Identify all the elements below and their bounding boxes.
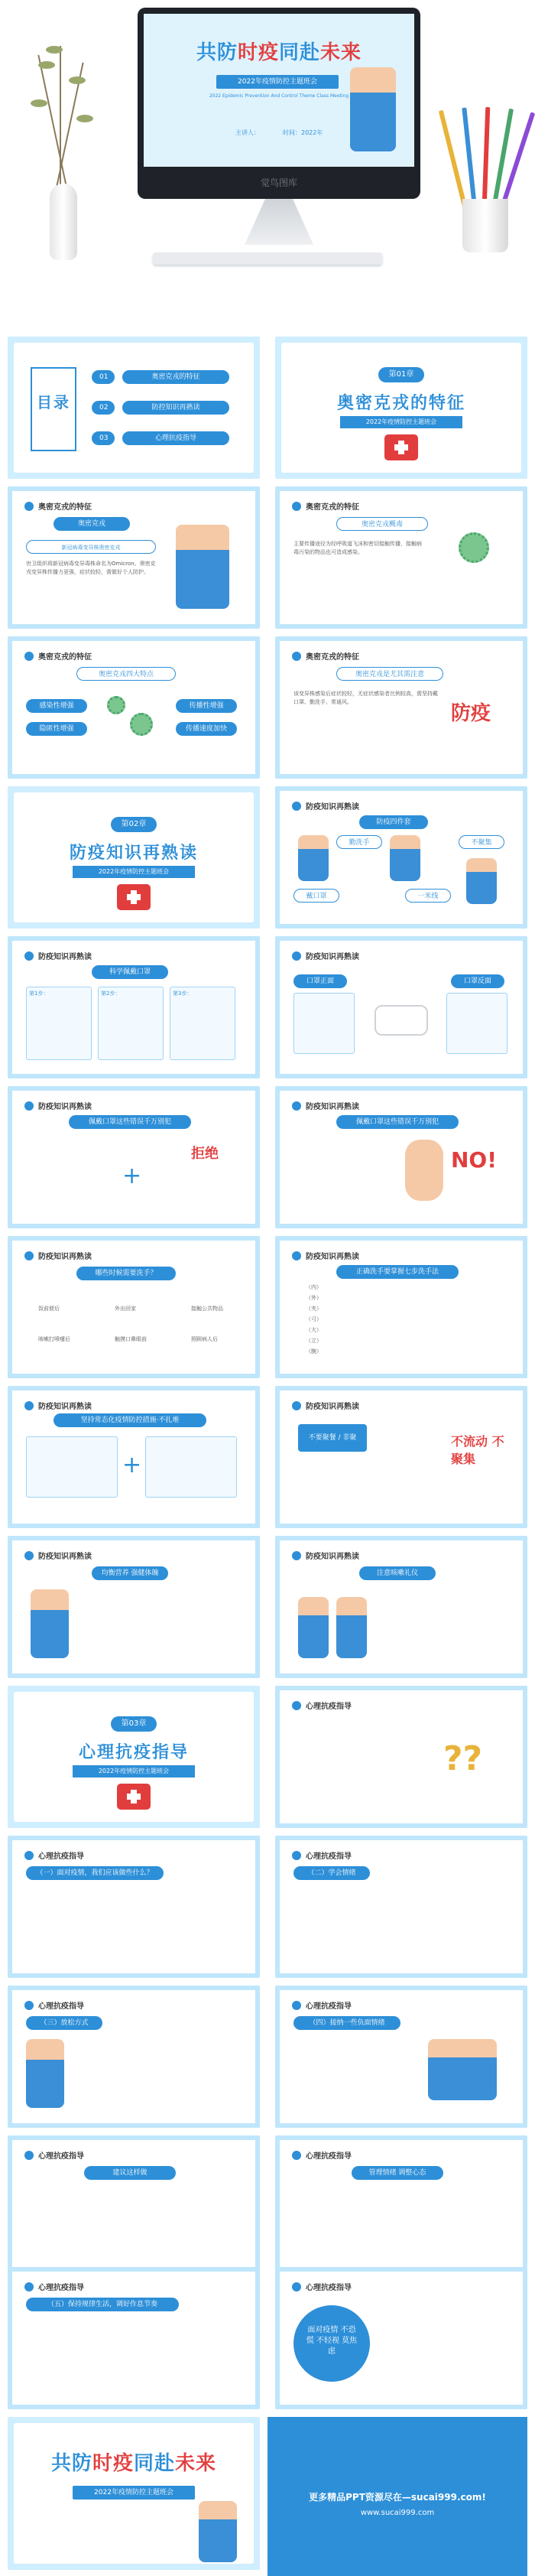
toc-item-3[interactable]: 心理抗疫指导 <box>122 431 229 445</box>
slide-header: 防疫知识再熟读 <box>292 1400 359 1411</box>
slide-header: 防疫知识再熟读 <box>24 950 92 961</box>
when-item-2: 外出回家 <box>115 1306 136 1312</box>
slide-header: 奥密克戎的特征 <box>292 500 359 512</box>
section-pill: 奥密克戎是尤其需注意 <box>336 667 443 681</box>
mask-icon <box>374 1005 428 1036</box>
cover-subtitle: 2022 Epidemic Prevention And Control Theme Class Meeting <box>209 93 349 99</box>
slide-header: 防疫知识再熟读 <box>24 1100 92 1111</box>
student-illustration <box>26 2039 64 2108</box>
slide-no-crowd <box>8 1386 260 1528</box>
section-pill: 奥密克戎 <box>54 517 130 531</box>
monitor-stand <box>245 199 313 245</box>
keyboard <box>153 252 382 265</box>
kit-item-1: 勤洗手 <box>336 835 382 849</box>
label-front: 口罩正面 <box>293 974 347 988</box>
family-illustration <box>428 2039 497 2100</box>
slide-header: 防疫知识再熟读 <box>292 800 359 812</box>
slide-header: 心理抗疫指导 <box>292 1849 352 1861</box>
section-pill: 佩戴口罩这些错误千万别犯 <box>336 1115 459 1129</box>
student-illustration <box>390 835 420 881</box>
section-pill: 科学佩戴口罩 <box>92 965 168 979</box>
cover-title: 共防时疫同赴未来 <box>196 41 362 64</box>
footer-banner <box>268 2417 527 2576</box>
slide-header: 防疫知识再熟读 <box>292 950 359 961</box>
feature-1: 感染性增强 <box>26 699 87 713</box>
slide-mask-sides <box>275 936 527 1078</box>
label-back: 口罩反面 <box>451 974 504 988</box>
cover-badge: 2022年疫情防控主题班会 <box>216 75 339 89</box>
slide-mask-errors-1 <box>8 1086 260 1228</box>
slide-header: 心理抗疫指导 <box>292 2281 352 2292</box>
virus-icon <box>107 696 125 714</box>
feature-4: 传播速度加快 <box>176 722 237 736</box>
section-pill: 奥密克戎四大特点 <box>76 667 176 681</box>
plus-icon: + <box>122 1163 142 1189</box>
body-text: 主要传播途径为经呼吸道飞沫和密切接触传播，接触病毒污染的物品也可造成感染。 <box>293 541 422 555</box>
virus-icon <box>130 713 153 736</box>
step-2: （外） <box>306 1295 322 1301</box>
closing-title: 共防时疫同赴未来 <box>50 2452 217 2475</box>
slide-toc <box>8 337 260 479</box>
slide-chapter-1 <box>275 337 527 479</box>
doctor-illustration <box>350 67 396 151</box>
slide-closing <box>8 2417 260 2570</box>
section-pill: （四）接纳一些负面情绪 <box>293 2016 400 2030</box>
slide-header: 防疫知识再熟读 <box>24 1250 92 1261</box>
slide-omicron-1 <box>8 486 260 629</box>
doctor-illustration <box>199 2501 237 2562</box>
back-box <box>446 993 507 1054</box>
slide-header: 防疫知识再熟读 <box>24 1550 92 1561</box>
slide-psych-5 <box>275 1986 527 2128</box>
slide-mask-steps <box>8 936 260 1078</box>
slide-psych-4 <box>8 1986 260 2128</box>
section-pill: （一）面对疫情，我们应该做些什么？ <box>26 1866 164 1880</box>
art-text: 拒绝 <box>191 1146 219 1162</box>
slide-no-gathering <box>275 1386 527 1528</box>
slide-nutrition <box>8 1536 260 1678</box>
body-text: 该变异株感染后症状较轻，无症状感染者比例较高，需坚持戴口罩、勤洗手、常通风。 <box>293 691 438 705</box>
slide-header: 心理抗疫指导 <box>24 1999 84 2011</box>
section-pill: 哪些时候需要洗手？ <box>76 1267 176 1280</box>
step-label-3: 第3步： <box>173 990 193 997</box>
step-4: （弓） <box>306 1316 322 1322</box>
slide-header: 奥密克戎的特征 <box>24 650 92 662</box>
slide-header: 防疫知识再熟读 <box>24 1400 92 1411</box>
step-6: （立） <box>306 1338 322 1344</box>
chapter-3-number: 第03章 <box>111 1716 157 1732</box>
chapter-2-number: 第02章 <box>111 817 157 832</box>
medkit-icon <box>384 434 418 460</box>
slide-chapter-3 <box>8 1686 260 1828</box>
section-pill: 佩戴口罩这些错误千万别犯 <box>69 1115 191 1129</box>
chapter-2-banner: 2022年疫情防控主题班会 <box>73 866 195 878</box>
student-illustration <box>31 1589 69 1658</box>
section-pill: 注意咳嗽礼仪 <box>359 1566 436 1580</box>
art-text: 不流动 不聚集 <box>451 1434 504 1466</box>
footer-line-2[interactable]: www.sucai999.com <box>360 2509 435 2517</box>
slide-header: 心理抗疫指导 <box>292 1999 352 2011</box>
slide-header: 心理抗疫指导 <box>292 1699 352 1711</box>
slide-header: 奥密克戎的特征 <box>292 650 359 662</box>
student-illustration <box>466 858 497 904</box>
slide-prevention-kit <box>275 786 527 929</box>
measure-box-1 <box>26 1436 118 1498</box>
slide-psych-6 <box>8 2135 260 2278</box>
when-item-3: 接触公共物品 <box>191 1306 223 1312</box>
slide-header: 奥密克戎的特征 <box>24 500 92 512</box>
when-item-6: 照顾病人后 <box>191 1336 218 1342</box>
monitor <box>138 8 420 199</box>
info-box: 不要聚餐 / 非聚集 <box>298 1424 367 1452</box>
slide-chapter-2 <box>8 786 260 929</box>
feature-2: 传播性增强 <box>176 699 237 713</box>
feature-3: 隐匿性增强 <box>26 722 87 736</box>
slide-seven-step <box>275 1236 527 1378</box>
slide-omicron-4 <box>275 636 527 779</box>
section-pill: 奥密克戎概毒 <box>336 517 428 531</box>
slide-omicron-3 <box>8 636 260 779</box>
section-pill: （三）放松方式 <box>26 2016 102 2030</box>
student-illustration <box>336 1597 367 1658</box>
art-text: 防疫 <box>451 702 491 725</box>
section-pill: 正确洗手要掌握七步洗手法 <box>336 1265 459 1279</box>
medkit-icon <box>117 884 151 910</box>
step-label-1: 第1步： <box>29 990 49 997</box>
section-pill: （五）保持规律生活，调好作息节奏 <box>26 2298 179 2311</box>
student-illustration <box>298 1597 329 1658</box>
slide-psych-9 <box>275 2267 527 2409</box>
step-3: （夹） <box>306 1306 322 1312</box>
doctor-illustration <box>176 525 229 609</box>
hand-icon <box>405 1140 443 1201</box>
vase-decoration <box>15 31 107 260</box>
section-pill: （二）学会情绪 <box>293 1866 370 1880</box>
toc-item-2[interactable]: 防控知识再熟读 <box>122 401 229 415</box>
cover-meta: 主讲人： 时间：2022年 <box>235 129 323 136</box>
footer-line-1[interactable]: 更多精品PPT资源尽在—sucai999.com! <box>309 2492 486 2503</box>
step-1: （内） <box>306 1284 322 1290</box>
chapter-1-number: 第01章 <box>378 367 424 382</box>
slide-omicron-2 <box>275 486 527 629</box>
chapter-2-title: 防疫知识再熟读 <box>69 844 198 863</box>
toc-num-3: 03 <box>92 431 115 445</box>
slide-mask-errors-2 <box>275 1086 527 1228</box>
slide-header: 心理抗疫指导 <box>24 1849 84 1861</box>
medkit-icon <box>117 1784 151 1810</box>
chapter-3-banner: 2022年疫情防控主题班会 <box>73 1765 195 1778</box>
chapter-1-banner: 2022年疫情防控主题班会 <box>340 416 462 428</box>
chapter-1-title: 奥密克戎的特征 <box>336 394 465 413</box>
slide-header: 防疫知识再熟读 <box>292 1250 359 1261</box>
toc-num-2: 02 <box>92 401 115 415</box>
slide-header: 心理抗疫指导 <box>292 2149 352 2161</box>
kit-item-4: 一米线 <box>405 889 451 903</box>
student-illustration <box>298 835 329 881</box>
slide-header: 心理抗疫指导 <box>24 2149 84 2161</box>
when-item-5: 触摸口鼻眼前 <box>115 1336 147 1342</box>
slide-cough-etiquette <box>275 1536 527 1678</box>
slide-psych-1 <box>275 1686 527 1828</box>
pencil-cup <box>451 99 520 252</box>
when-item-4: 咳嗽打喷嚏后 <box>38 1336 70 1342</box>
monitor-brand: 觉鸟图库 <box>260 177 297 188</box>
art-text: NO! <box>451 1147 498 1173</box>
toc-num-1: 01 <box>92 370 115 384</box>
question-icon: ?? <box>443 1739 483 1778</box>
when-item-1: 饭前便后 <box>38 1306 60 1312</box>
section-pill: 坚持常态化疫情防控措施·不扎堆 <box>54 1413 206 1427</box>
slide-handwash-when <box>8 1236 260 1378</box>
cover-slide <box>144 14 414 167</box>
section-pill: 管理情绪 调整心态 <box>352 2166 443 2180</box>
hero-mockup <box>0 0 535 329</box>
toc-label: 目录 <box>37 393 70 411</box>
kit-item-3: 戴口罩 <box>293 889 339 903</box>
slide-header: 防疫知识再熟读 <box>292 1550 359 1561</box>
front-box <box>293 993 355 1054</box>
slide-header: 心理抗疫指导 <box>24 2281 84 2292</box>
tag-pill: 新冠病毒变异株奥密克戎 <box>26 540 156 554</box>
closing-badge: 2022年疫情防控主题班会 <box>73 2486 195 2500</box>
virus-icon <box>459 532 489 563</box>
step-label-2: 第2步： <box>101 990 121 997</box>
slide-psych-8 <box>8 2267 260 2409</box>
step-5: （大） <box>306 1327 322 1333</box>
kit-item-2: 不聚集 <box>459 835 504 849</box>
slide-psych-3 <box>275 1836 527 1978</box>
section-pill: 防疫四件套 <box>359 815 428 829</box>
slogan-circle: 面对疫情 不恐慌 不轻视 莫焦虑 <box>293 2305 370 2382</box>
slide-psych-2 <box>8 1836 260 1978</box>
plus-icon: + <box>122 1452 142 1478</box>
section-pill: 建议这样做 <box>84 2166 176 2180</box>
chapter-3-title: 心理抗疫指导 <box>78 1743 189 1762</box>
measure-box-2 <box>145 1436 237 1498</box>
step-7: （腕） <box>306 1348 322 1355</box>
body-text: 世卫组织将新冠病毒变异毒株命名为Omicron。奥密克戎变异株传播力更强，症状较轻，需做好个人防护。 <box>26 561 156 575</box>
slide-psych-7 <box>275 2135 527 2278</box>
slide-header: 防疫知识再熟读 <box>292 1100 359 1111</box>
toc-item-1[interactable]: 奥密克戎的特征 <box>122 370 229 384</box>
section-pill: 均衡营养 强健体魄 <box>92 1566 168 1580</box>
